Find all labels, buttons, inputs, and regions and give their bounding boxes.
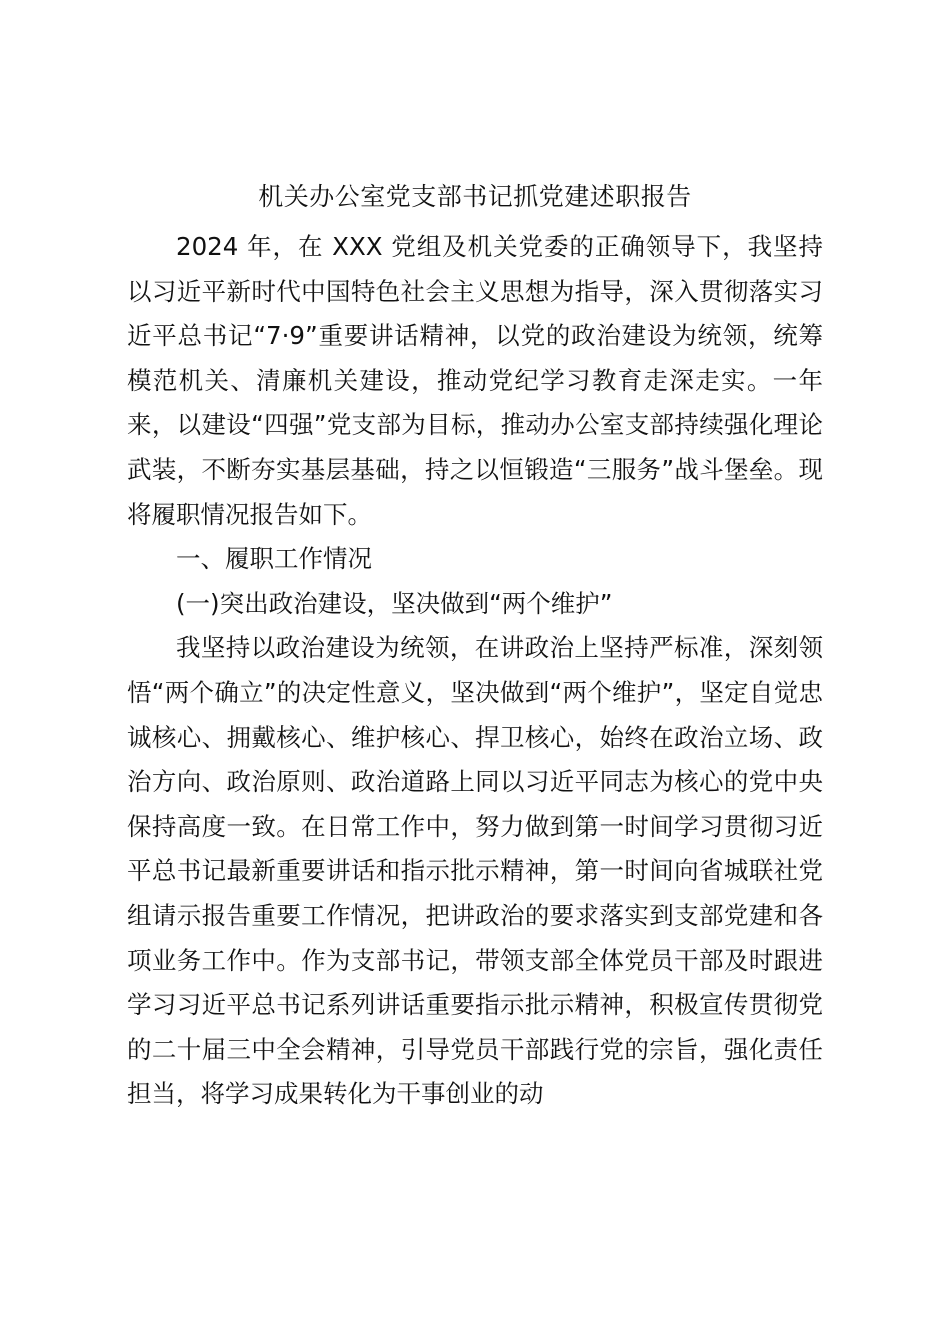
subsection-heading: (一)突出政治建设，坚决做到“两个维护” [176, 588, 613, 618]
document-body [127, 225, 823, 1117]
intro-paragraph: 2024 年，在 XXX 党组及机关党委的正确领导下，我坚持以习近平新时代中国特色社会主义思想为指导，深入贯彻落实习近平总书记“7·9”重要讲话精神，以党的政治建设为统领，统筹模范机关、清廉机关建设，推动党纪学习教育走深走实。一年来，以建设“四强”党支部为目标，推动办公室支部持续强化理论武装，不断夯实基层基础，持之以恒锻造“三服务”战斗堡垒。现将履职情况报告如下。 [127, 232, 823, 529]
document-title: 机关办公室党支部书记抓党建述职报告 [258, 182, 692, 211]
section-heading: 一、履职工作情况 [176, 544, 372, 574]
body-paragraph: 我坚持以政治建设为统领，在讲政治上坚持严标准，深刻领悟“两个确立”的决定性意义，坚决做到“两个维护”，坚定自觉忠诚核心、拥戴核心、维护核心、捍卫核心，始终在政治立场、政治方向、政治原则、政治道路上同以习近平同志为核心的党中央保持高度一致。在日常工作中，努力做到第一时间学习贯彻习近平总书记最新重要讲话和指示批示精神，第一时间向省城联社党组请示报告重要工作情况，把讲政治的要求落实到支部党建和各项业务工作中。作为支部书记，带领支部全体党员干部及时跟进学习习近平总书记系列讲话重要指示批示精神，积极宣传贯彻党的二十届三中全会精神，引导党员干部践行党的宗旨，强化责任担当，将学习成果转化为干事创业的动 [127, 633, 823, 1109]
